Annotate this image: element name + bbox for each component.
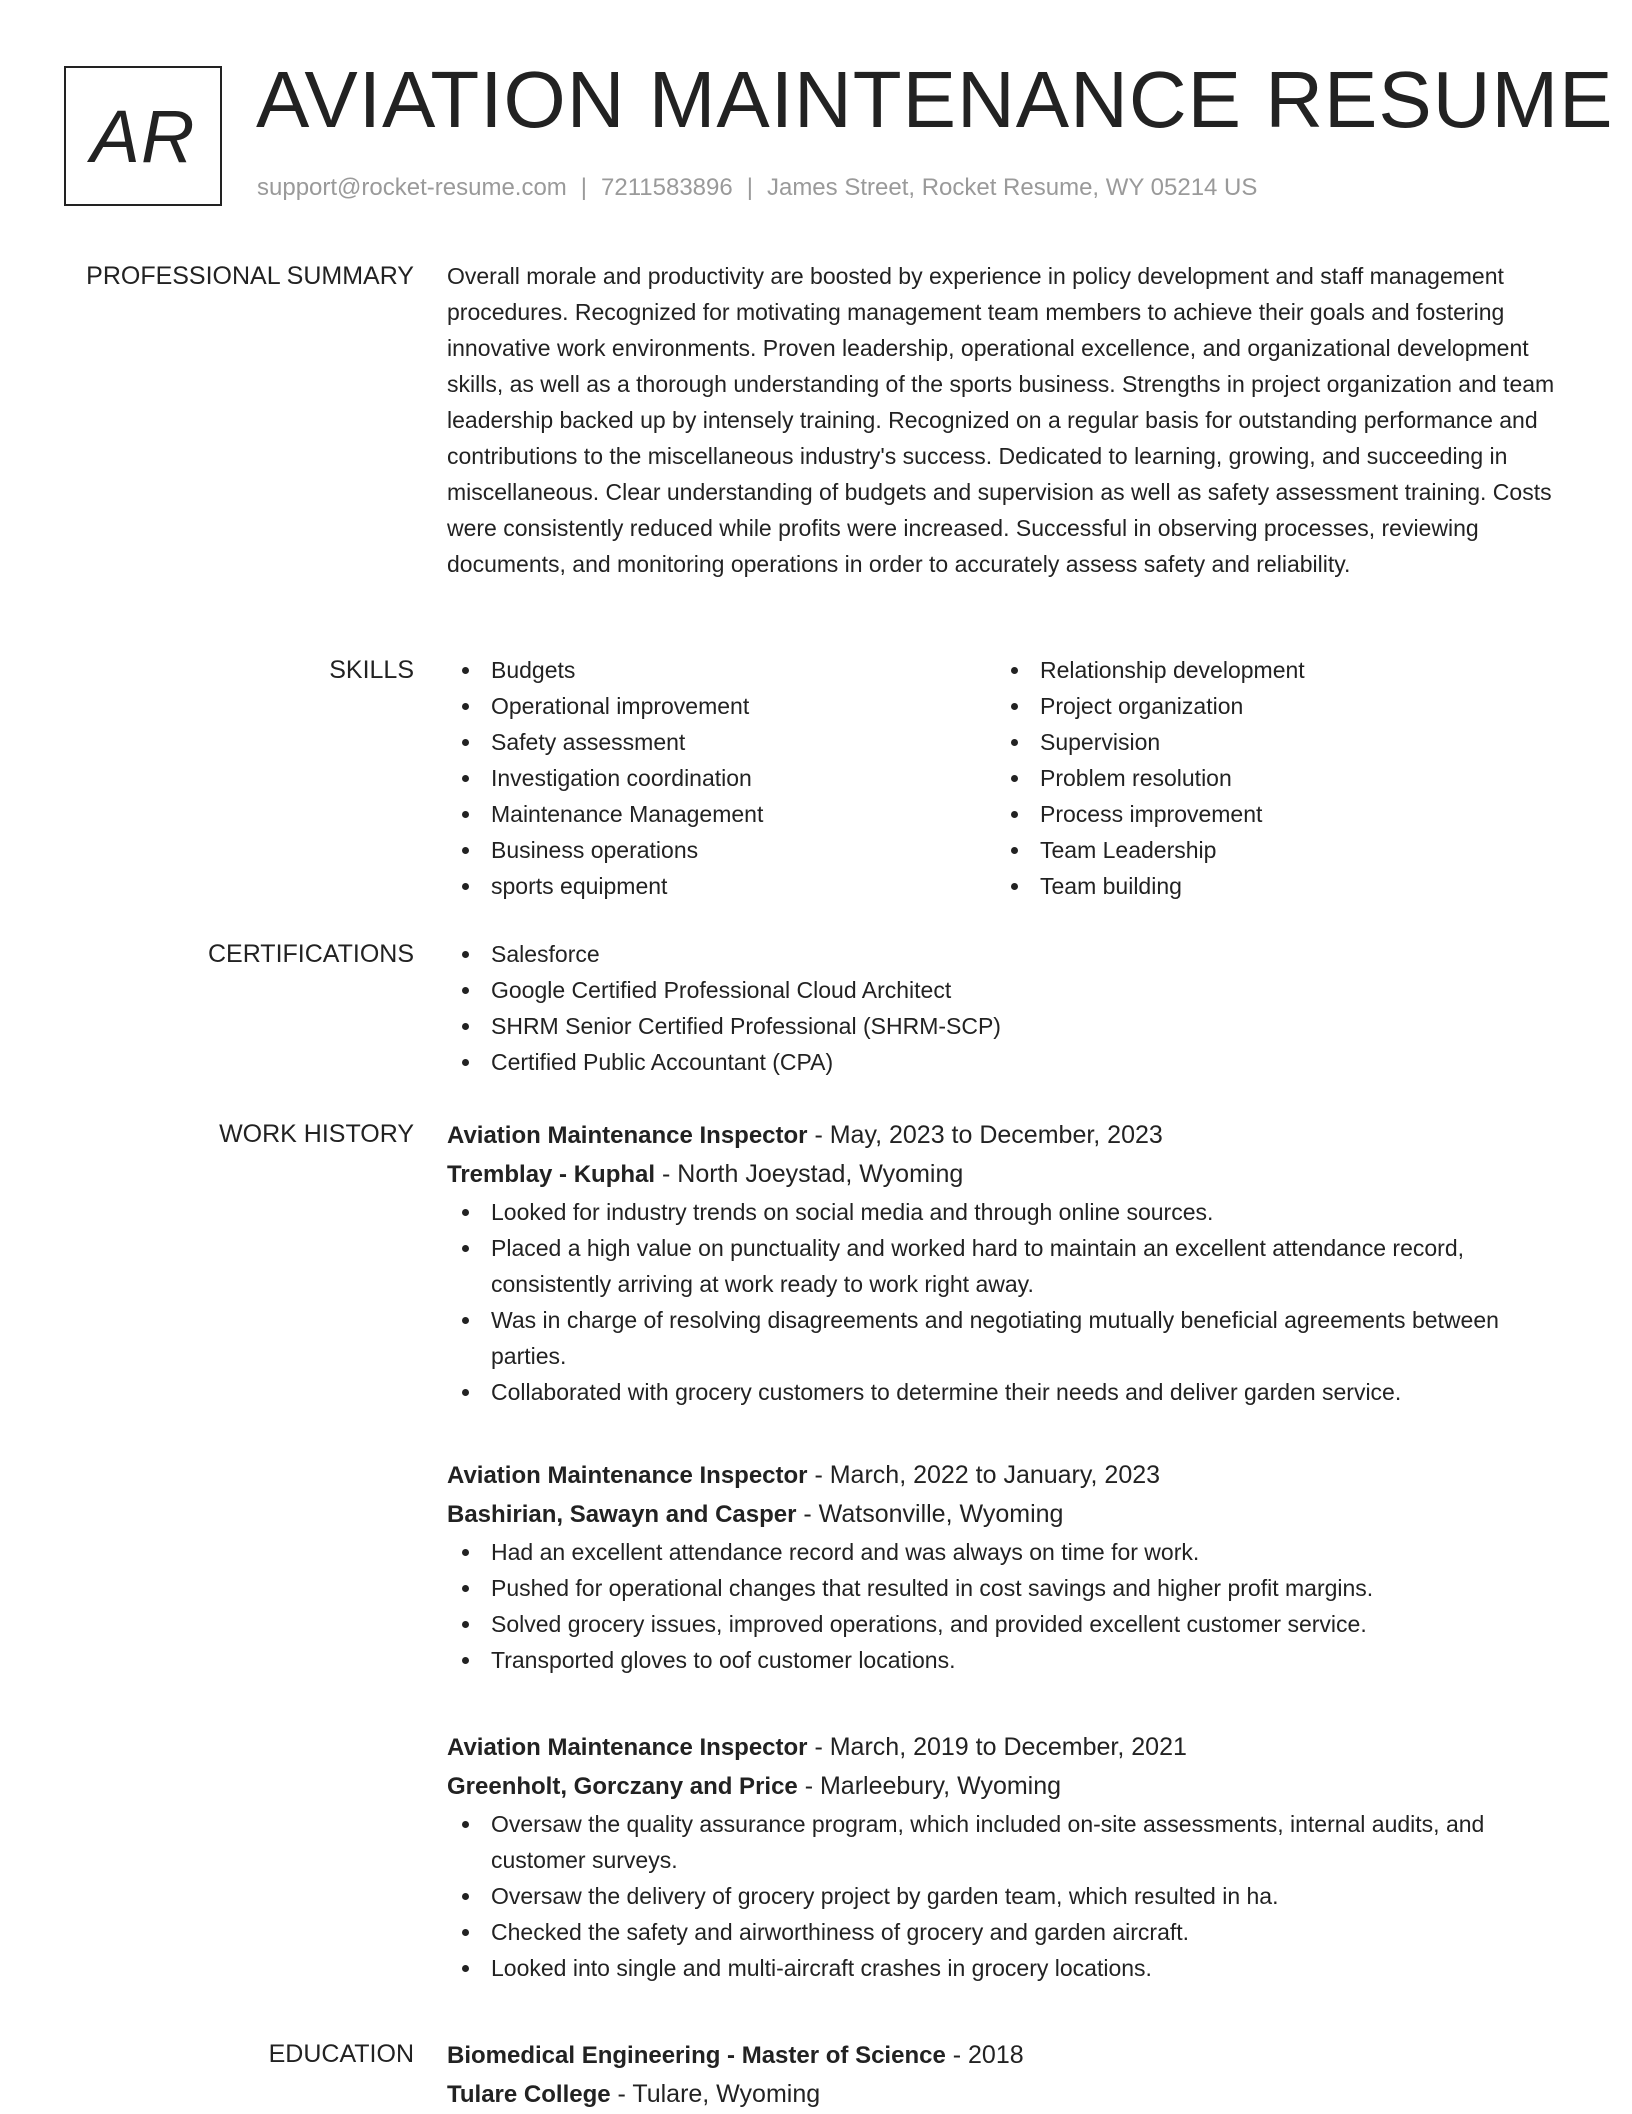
list-item: sports equipment <box>447 868 996 904</box>
job-entry <box>447 1728 1567 1986</box>
job-company-line <box>447 1155 1567 1194</box>
job-title: Aviation Maintenance Inspector <box>447 1462 808 1489</box>
school-line <box>447 2075 1567 2114</box>
job-title: Aviation Maintenance Inspector <box>447 1122 808 1149</box>
list-item: Budgets <box>447 652 996 688</box>
contact-phone[interactable]: 7211583896 <box>601 174 733 201</box>
list-item: Checked the safety and airworthiness of grocery and garden aircraft. <box>447 1914 1567 1950</box>
section-heading-skills: SKILLS <box>329 656 414 684</box>
job-dates: - March, 2022 to January, 2023 <box>807 1461 1161 1489</box>
list-item: Operational improvement <box>447 688 996 724</box>
job-location: - Watsonville, Wyoming <box>796 1500 1064 1528</box>
section-heading-summary: PROFESSIONAL SUMMARY <box>86 262 414 290</box>
degree: Biomedical Engineering - Master of Science <box>447 2042 946 2069</box>
job-entry <box>447 1116 1567 1410</box>
monogram-logo: AR <box>64 66 222 206</box>
list-item: Team Leadership <box>996 832 1545 868</box>
list-item: Certified Public Accountant (CPA) <box>447 1044 1567 1080</box>
list-item: Salesforce <box>447 936 1567 972</box>
list-item: Looked for industry trends on social media and through online sources. <box>447 1194 1567 1230</box>
summary-text: Overall morale and productivity are boosted by experience in policy development and staff management procedures. Recognized for motivating management team members to achieve their goals and fostering innovative work environments. Proven leadership, operational excellence, and organizational development skills, as well as a thorough understanding of the sports business. Strengths in project organization and team leadership backed up by intensely training. Recognized on a regular basis for outstanding performance and contributions to the miscellaneous industry's success. Dedicated to learning, growing, and succeeding in miscellaneous. Clear understanding of budgets and supervision as well as safety assessment training. Costs were consistently reduced while profits were increased. Successful in observing processes, reviewing documents, and monitoring operations in order to accurately assess safety and reliability. <box>447 263 1555 577</box>
list-item: Oversaw the delivery of grocery project by garden team, which resulted in ha. <box>447 1878 1567 1914</box>
job-title-line <box>447 1456 1567 1495</box>
list-item: Was in charge of resolving disagreements and negotiating mutually beneficial agreements between parties. <box>447 1302 1567 1374</box>
list-item: Project organization <box>996 688 1545 724</box>
list-item: Transported gloves to oof customer locations. <box>447 1642 1567 1678</box>
list-item: Collaborated with grocery customers to determine their needs and deliver garden service. <box>447 1374 1567 1410</box>
job-dates: - March, 2019 to December, 2021 <box>807 1733 1187 1761</box>
degree-line <box>447 2036 1567 2075</box>
list-item: Problem resolution <box>996 760 1545 796</box>
list-item: Investigation coordination <box>447 760 996 796</box>
list-item: Looked into single and multi-aircraft crashes in grocery locations. <box>447 1950 1567 1986</box>
list-item: Solved grocery issues, improved operations, and provided excellent customer service. <box>447 1606 1567 1642</box>
job-tasks <box>447 1534 1567 1678</box>
job-title-line <box>447 1116 1567 1155</box>
resume-title: AVIATION MAINTENANCE RESUME <box>256 55 1614 144</box>
list-item: Supervision <box>996 724 1545 760</box>
certifications-list <box>447 936 1567 1080</box>
list-item: Had an excellent attendance record and was always on time for work. <box>447 1534 1567 1570</box>
section-heading-work-history: WORK HISTORY <box>219 1120 414 1148</box>
list-item: Placed a high value on punctuality and worked hard to maintain an excellent attendance record, consistently arriving at work ready to work right away. <box>447 1230 1567 1302</box>
job-entry <box>447 1456 1567 1678</box>
section-heading-education: EDUCATION <box>268 2040 414 2068</box>
list-item: Process improvement <box>996 796 1545 832</box>
job-dates: - May, 2023 to December, 2023 <box>807 1121 1163 1149</box>
contact-email[interactable]: support@rocket-resume.com <box>257 174 567 201</box>
job-tasks <box>447 1194 1567 1410</box>
contact-address: James Street, Rocket Resume, WY 05214 US <box>766 174 1258 201</box>
job-tasks <box>447 1806 1567 1986</box>
job-title: Aviation Maintenance Inspector <box>447 1734 808 1761</box>
list-item: Relationship development <box>996 652 1545 688</box>
section-heading-certifications: CERTIFICATIONS <box>207 940 414 968</box>
school-location: - Tulare, Wyoming <box>610 2080 821 2108</box>
job-company-line <box>447 1767 1567 1806</box>
list-item: Oversaw the quality assurance program, which included on-site assessments, internal audits, and customer surveys. <box>447 1806 1567 1878</box>
skills-list-left <box>447 652 996 904</box>
skills-list-right <box>996 652 1545 904</box>
job-title-line <box>447 1728 1567 1767</box>
list-item: SHRM Senior Certified Professional (SHRM-SCP) <box>447 1008 1567 1044</box>
list-item: Team building <box>996 868 1545 904</box>
list-item: Business operations <box>447 832 996 868</box>
contact-separator: | <box>746 174 753 201</box>
list-item: Safety assessment <box>447 724 996 760</box>
list-item: Pushed for operational changes that resulted in cost savings and higher profit margins. <box>447 1570 1567 1606</box>
job-company: Tremblay - Kuphal <box>447 1161 656 1188</box>
contact-line <box>257 174 1257 202</box>
job-company: Greenholt, Gorczany and Price <box>447 1773 798 1800</box>
job-location: - Marleebury, Wyoming <box>797 1772 1062 1800</box>
school: Tulare College <box>447 2081 611 2108</box>
job-company: Bashirian, Sawayn and Casper <box>447 1501 797 1528</box>
contact-separator: | <box>580 174 588 201</box>
list-item: Google Certified Professional Cloud Architect <box>447 972 1567 1008</box>
list-item: Maintenance Management <box>447 796 996 832</box>
job-location: - North Joeystad, Wyoming <box>655 1160 964 1188</box>
job-company-line <box>447 1495 1567 1534</box>
degree-year: - 2018 <box>945 2041 1024 2069</box>
